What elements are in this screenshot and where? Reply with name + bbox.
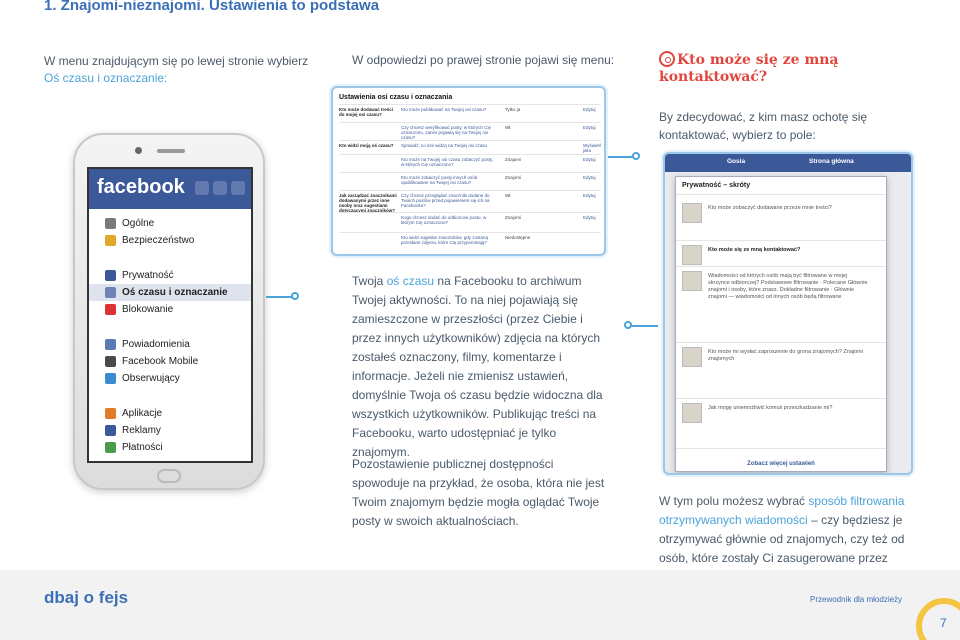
phone-screen — [87, 167, 253, 463]
text-accent: oś czasu — [386, 274, 435, 288]
menu-item-label: Płatności — [122, 442, 163, 453]
speaker-icon — [157, 149, 185, 153]
menu-item-icon — [105, 218, 116, 229]
connector-line — [628, 325, 658, 327]
settings-question: Czy chcesz weryfikować posty, w których Cię oznaczono, zanim pojawią się na Twojej osi czasu? — [401, 125, 491, 140]
camera-icon — [135, 147, 142, 154]
page-title: 1. Znajomi-nieznajomi. Ustawienia to podstawa — [44, 0, 380, 14]
menu-item[interactable] — [89, 284, 251, 301]
menu-item-label: Ogólne — [122, 218, 155, 229]
menu-item[interactable] — [89, 232, 251, 249]
fb-top-bar — [665, 154, 911, 172]
settings-value: Znajomi — [505, 215, 522, 220]
section-icon — [682, 403, 702, 423]
section-text: Jak mogę uniemożliwić komuś przeszkadzanie mi? — [708, 405, 833, 411]
col1-intro-text: W menu znajdującym się po lewej stronie wybierz — [44, 54, 309, 68]
section-icon — [682, 271, 702, 291]
user-name[interactable]: Gosia — [727, 158, 746, 165]
menu-item-icon — [105, 373, 116, 384]
privacy-section[interactable] — [676, 399, 886, 449]
menu-item-icon — [105, 287, 116, 298]
settings-edit[interactable]: Edytuj — [583, 215, 596, 220]
settings-question: Sprawdź, co inni widzą na Twojej osi czasu — [401, 143, 487, 148]
settings-row — [339, 122, 601, 140]
privacy-section[interactable] — [676, 267, 886, 343]
messages-icon[interactable] — [213, 181, 227, 195]
settings-question: Kogo chcesz dodać do odbiorców postu, w którym Cię oznaczono? — [401, 215, 487, 225]
menu-item-icon — [105, 425, 116, 436]
settings-menu — [89, 209, 251, 456]
section-text: Wiadomości od których osób mają być filtrowane w mojej skrzynce odbiorczej? Podstawowe filtrowanie · Polecane Głównie znajomi i osoby, które znasz. Dokładne filtrowanie · Głównie znajomi — wiadomości od innych osób będą filtrowane — [708, 273, 868, 300]
privacy-section[interactable] — [676, 343, 886, 399]
menu-item[interactable] — [89, 439, 251, 456]
menu-item-icon — [105, 442, 116, 453]
menu-item-label: Facebook Mobile — [122, 356, 199, 367]
connector-end — [291, 292, 299, 300]
section-icon — [682, 203, 702, 223]
home-link[interactable]: Strona główna — [809, 158, 854, 165]
section-text: Kto może zobaczyć dodawane przeze mnie treści? — [708, 205, 832, 211]
menu-item[interactable] — [89, 353, 251, 370]
menu-item[interactable] — [89, 422, 251, 439]
col2-intro: W odpowiedzi po prawej stronie pojawi się menu: — [352, 53, 615, 67]
section-text: Kto może się ze mną kontaktować? — [708, 247, 801, 253]
settings-value: Znajomi — [505, 175, 522, 180]
col1-intro — [44, 53, 314, 87]
menu-item-label: Oś czasu i oznaczanie — [122, 287, 228, 298]
privacy-section[interactable] — [676, 199, 886, 241]
menu-item-label: Blokowanie — [122, 304, 174, 315]
settings-question: Czy chcesz przeglądać znaczniki dodane do Twoich postów przed pojawieniem się ich na Facebooku? — [401, 193, 490, 208]
page-number: 7 — [940, 616, 947, 630]
settings-edit[interactable]: Edytuj — [583, 175, 596, 180]
settings-row — [339, 104, 601, 122]
menu-item-label: Obserwujący — [122, 373, 180, 384]
menu-item-icon — [105, 304, 116, 315]
footer — [0, 570, 960, 640]
timeline-settings-screenshot — [331, 86, 606, 256]
section-icon — [682, 245, 702, 265]
settings-row — [339, 190, 601, 213]
settings-question: Kto może na Twojej osi czasu zobaczyć posty, w których Cię oznaczono? — [401, 157, 494, 167]
settings-edit[interactable]: Edytuj — [583, 107, 596, 112]
section-icon — [682, 347, 702, 367]
facebook-bar — [89, 169, 251, 209]
settings-row — [339, 232, 601, 250]
text-pre: W tym polu możesz wybrać — [659, 494, 806, 508]
menu-item-icon — [105, 339, 116, 350]
settings-row — [339, 172, 601, 190]
connector-end — [624, 321, 632, 329]
phone-mockup — [73, 133, 265, 490]
menu-item-label: Powiadomienia — [122, 339, 190, 350]
settings-row — [339, 154, 601, 172]
text-accent: sposób filtrowania otrzymywanych wiadomości — [659, 494, 905, 527]
home-button[interactable] — [157, 469, 181, 483]
settings-question: Kto widzi sugestie znaczników, gdy zostaną przesłane zdjęcia, które Cię przypominają? — [401, 235, 489, 245]
settings-row — [339, 212, 601, 230]
col3-intro: By zdecydować, z kim masz ochotę się kontaktować, wybierz to pole: — [659, 110, 868, 142]
settings-value: Znajomi — [505, 157, 522, 162]
privacy-section[interactable] — [676, 241, 886, 267]
settings-title: Ustawienia osi czasu i oznaczania — [339, 94, 453, 101]
friends-icon[interactable] — [195, 181, 209, 195]
contact-title — [659, 51, 919, 86]
text-pre: Twoja — [352, 274, 384, 288]
settings-edit[interactable]: Edytuj — [583, 157, 596, 162]
menu-item[interactable] — [89, 405, 251, 422]
settings-question: Kto może publikować na Twojej osi czasu? — [401, 107, 487, 112]
settings-label: Kto widzi moją oś czasu? — [339, 143, 394, 148]
privacy-shortcuts-screenshot — [663, 152, 913, 475]
section-text: Kto może mi wysłać zaproszenie do grona znajomych? Znajomi znajomych — [708, 349, 863, 362]
settings-question: Kto może zobaczyć posty innych osób opublikowane na Twojej osi czasu? — [401, 175, 478, 185]
menu-item[interactable] — [89, 336, 251, 353]
settings-value: Wł. — [505, 193, 512, 198]
footer-guide: Przewodnik dla młodzieży — [810, 595, 903, 604]
menu-item-icon — [105, 408, 116, 419]
menu-item-icon — [105, 235, 116, 246]
facebook-logo: facebook — [97, 176, 185, 198]
settings-value: Tylko ja — [505, 107, 521, 112]
menu-item-label: Aplikacje — [122, 408, 163, 419]
menu-item-icon — [105, 270, 116, 281]
settings-value: Wł. — [505, 125, 512, 130]
col1-intro-accent: Oś czasu i oznaczanie: — [44, 71, 168, 85]
text-post: – czy będziesz je otrzymywać głównie od znajomych, czy też od osób, które zostały Ci zasugerowane przez — [659, 513, 905, 565]
settings-edit[interactable]: Edytuj — [583, 193, 596, 198]
timeline-description — [352, 272, 612, 462]
menu-item[interactable] — [89, 370, 251, 387]
settings-edit[interactable]: Edytuj — [583, 125, 596, 130]
footer-logo: dbaj o fejs — [44, 588, 129, 607]
privacy-header: Prywatność – skróty — [676, 177, 886, 195]
settings-value: Niedostępne — [505, 235, 531, 240]
menu-item-icon — [105, 356, 116, 367]
see-more-settings-link[interactable]: Zobacz więcej ustawień — [747, 461, 815, 467]
menu-item[interactable] — [89, 267, 251, 284]
connector-end — [632, 152, 640, 160]
menu-item-label: Reklamy — [122, 425, 161, 436]
menu-item[interactable] — [89, 301, 251, 318]
menu-item[interactable] — [89, 215, 251, 232]
settings-label: Jak zarządzać znacznikami dodawanymi przez inne osoby oraz sugestiami dotyczącymi znaczników? — [339, 193, 397, 213]
settings-label: Kto może dodawać treści do mojej osi czasu? — [339, 107, 394, 117]
menu-item-label: Bezpieczeństwo — [122, 235, 195, 246]
public-visibility-note: Pozostawienie publicznej dostępności spowoduje na przykład, że osoba, która nie jest Twoim znajomym będzie mogła oglądać Twoje posty w swoich aktualnościach. — [352, 457, 605, 528]
settings-edit[interactable]: Wyświetl jako — [583, 143, 601, 153]
privacy-dropdown — [675, 176, 887, 472]
text-post: na Facebooku to archiwum Twojej aktywności. To na niej pojawiają się zamieszczone w przeszłości (przez Ciebie i przez innych użytkowników) zdjęcia na których zostałeś oznaczony, filmy, komentarze i informacje. Jeżeli nie zmienisz ustawień, domyślnie Twoja oś czasu będzie widoczna dla wszystkich użytkowników. Publikując treści na Facebooku, warto udostępniać je tylko znajomym. — [352, 274, 603, 459]
menu-item-label: Prywatność — [122, 270, 174, 281]
gear-icon — [659, 51, 675, 67]
contact-title-text: Kto może się ze mną kontaktować? — [659, 52, 839, 85]
globe-icon[interactable] — [231, 181, 245, 195]
